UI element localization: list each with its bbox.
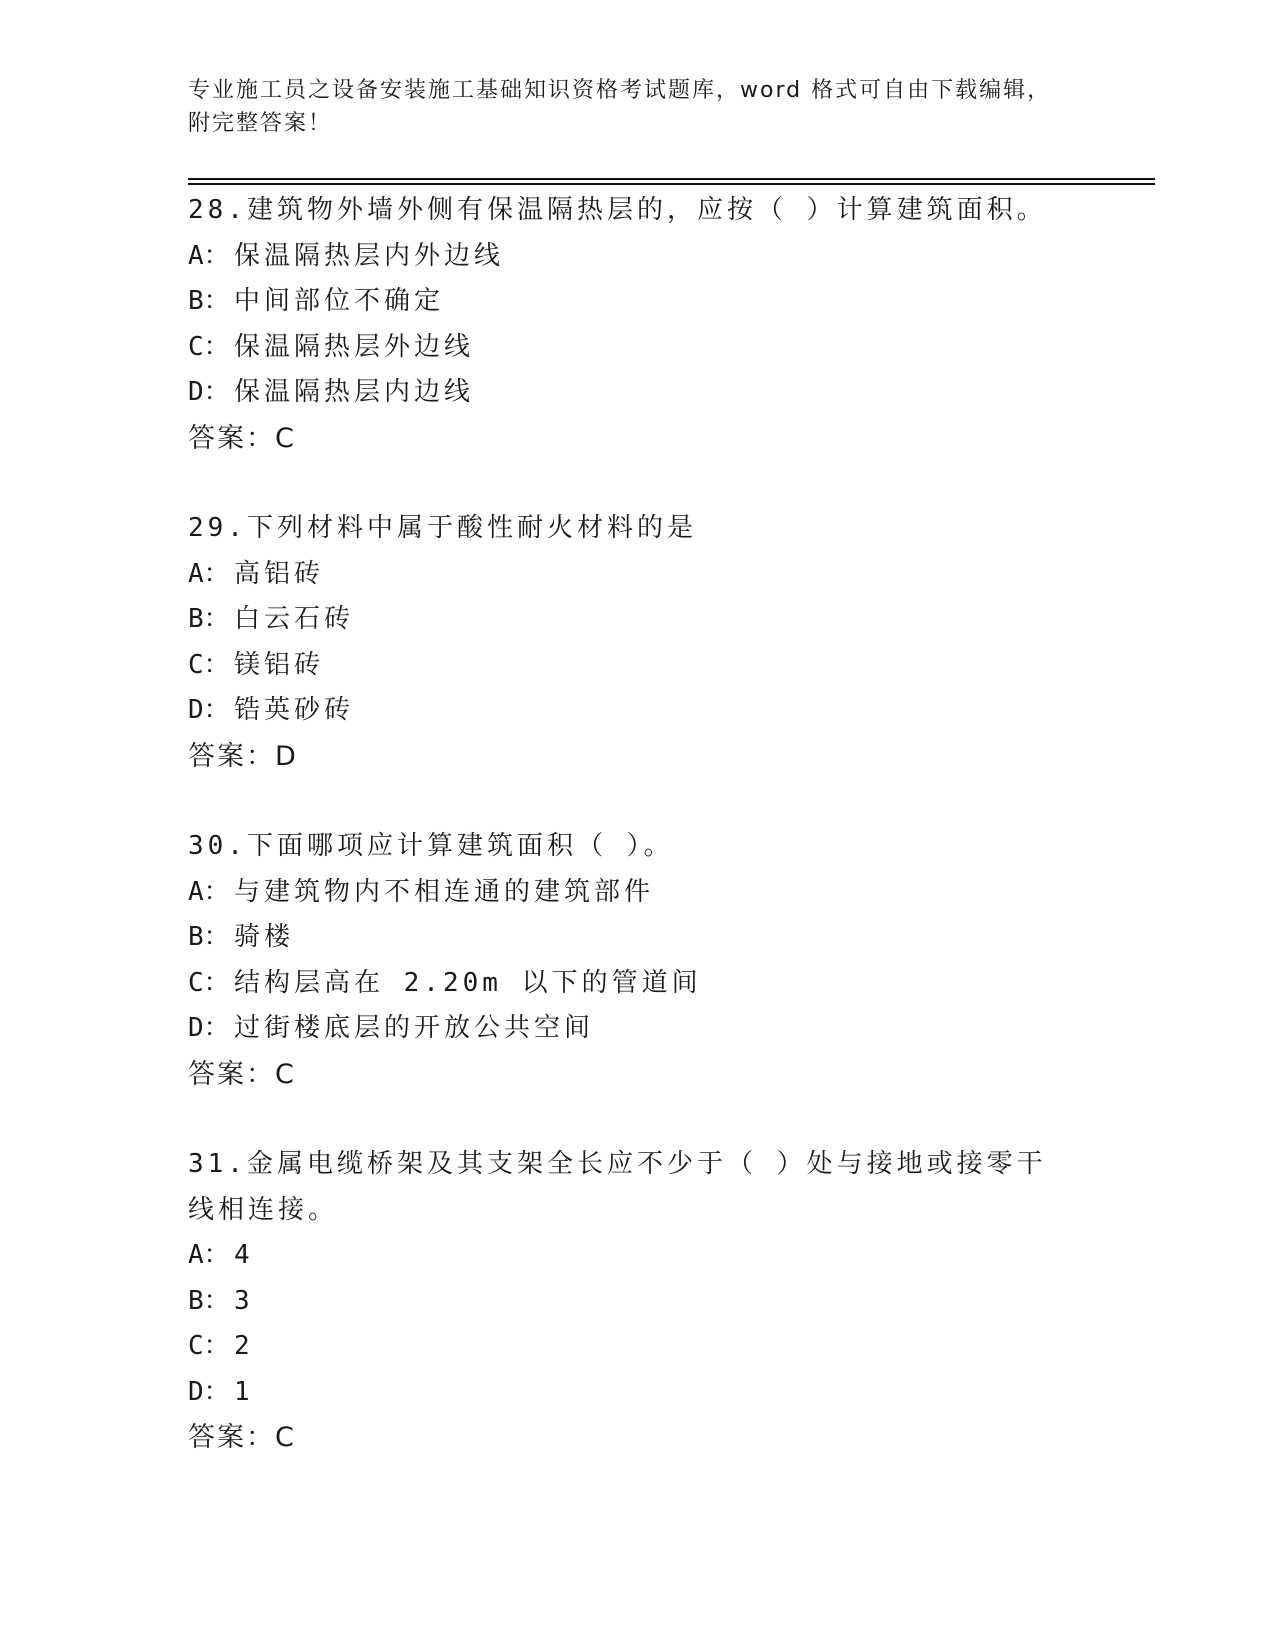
option-a <box>188 870 1148 916</box>
header-line-2: 附完整答案！ <box>188 111 333 136</box>
option-c <box>188 643 1148 689</box>
option-text: 镁铝砖 <box>234 649 325 680</box>
option-a <box>188 234 1148 280</box>
option-text: 4 <box>234 1240 254 1270</box>
option-text: 保温隔热层内边线 <box>234 377 475 407</box>
option-label: A： <box>188 558 230 589</box>
question-stem: 30.下面哪项应计算建筑面积（ ）。 <box>188 831 674 861</box>
option-label: B： <box>188 286 230 316</box>
question-30 <box>188 824 1148 1097</box>
option-label: D： <box>188 1013 230 1043</box>
option-label: B： <box>188 922 230 952</box>
option-text: 3 <box>234 1285 254 1316</box>
option-text: 保温隔热层外边线 <box>234 331 475 362</box>
option-a <box>188 1233 1148 1279</box>
option-label: A： <box>188 240 230 271</box>
question-stem: 28.建筑物外墙外侧有保温隔热层的，应按（ ）计算建筑面积。 <box>188 195 1047 225</box>
option-d <box>188 688 1148 734</box>
option-label: A： <box>188 1240 230 1270</box>
option-d <box>188 370 1148 416</box>
option-b <box>188 279 1148 325</box>
option-d <box>188 1370 1148 1416</box>
option-text: 锆英砂砖 <box>234 695 355 725</box>
header-divider-top <box>188 178 1155 180</box>
question-28 <box>188 188 1148 461</box>
option-a <box>188 552 1148 598</box>
question-stem: 31.金属电缆桥架及其支架全长应不少于（ ）处与接地或接零干线相连接。 <box>188 1149 1047 1225</box>
header-line-1: 专业施工员之设备安装施工基础知识资格考试题库，word 格式可自由下载编辑， <box>188 78 1052 103</box>
option-label: B： <box>188 1285 230 1316</box>
option-label: D： <box>188 695 230 725</box>
option-text: 保温隔热层内外边线 <box>234 240 505 271</box>
option-c <box>188 1324 1148 1370</box>
option-label: C： <box>188 967 230 998</box>
option-label: B： <box>188 604 230 634</box>
question-stem: 29.下列材料中属于酸性耐火材料的是 <box>188 513 697 543</box>
option-b <box>188 1279 1148 1325</box>
option-label: D： <box>188 377 230 407</box>
option-text: 与建筑物内不相连通的建筑部件 <box>234 876 655 907</box>
option-d <box>188 1006 1148 1052</box>
question-29 <box>188 506 1148 779</box>
document-header <box>188 74 1088 140</box>
header-divider-bottom <box>188 183 1155 185</box>
answer-line: 答案：D <box>188 740 298 772</box>
option-label: C： <box>188 1331 230 1361</box>
option-b <box>188 915 1148 961</box>
option-label: A： <box>188 876 230 907</box>
question-list <box>188 188 1148 1461</box>
option-text: 2 <box>234 1331 254 1361</box>
option-text: 结构层高在 2.20m 以下的管道间 <box>234 967 702 998</box>
option-label: D： <box>188 1376 230 1407</box>
question-31 <box>188 1142 1148 1461</box>
option-text: 高铝砖 <box>234 558 325 589</box>
answer-line: 答案：C <box>188 1422 296 1453</box>
option-text: 中间部位不确定 <box>234 286 445 316</box>
answer-line: 答案：C <box>188 422 296 454</box>
option-label: C： <box>188 649 230 680</box>
answer-line: 答案：C <box>188 1058 296 1090</box>
option-text: 骑楼 <box>234 922 295 952</box>
option-text: 过街楼底层的开放公共空间 <box>234 1013 595 1043</box>
option-c <box>188 325 1148 371</box>
option-text: 白云石砖 <box>234 604 355 634</box>
option-label: C： <box>188 331 230 362</box>
option-text: 1 <box>234 1376 254 1407</box>
option-c <box>188 961 1148 1007</box>
option-b <box>188 597 1148 643</box>
